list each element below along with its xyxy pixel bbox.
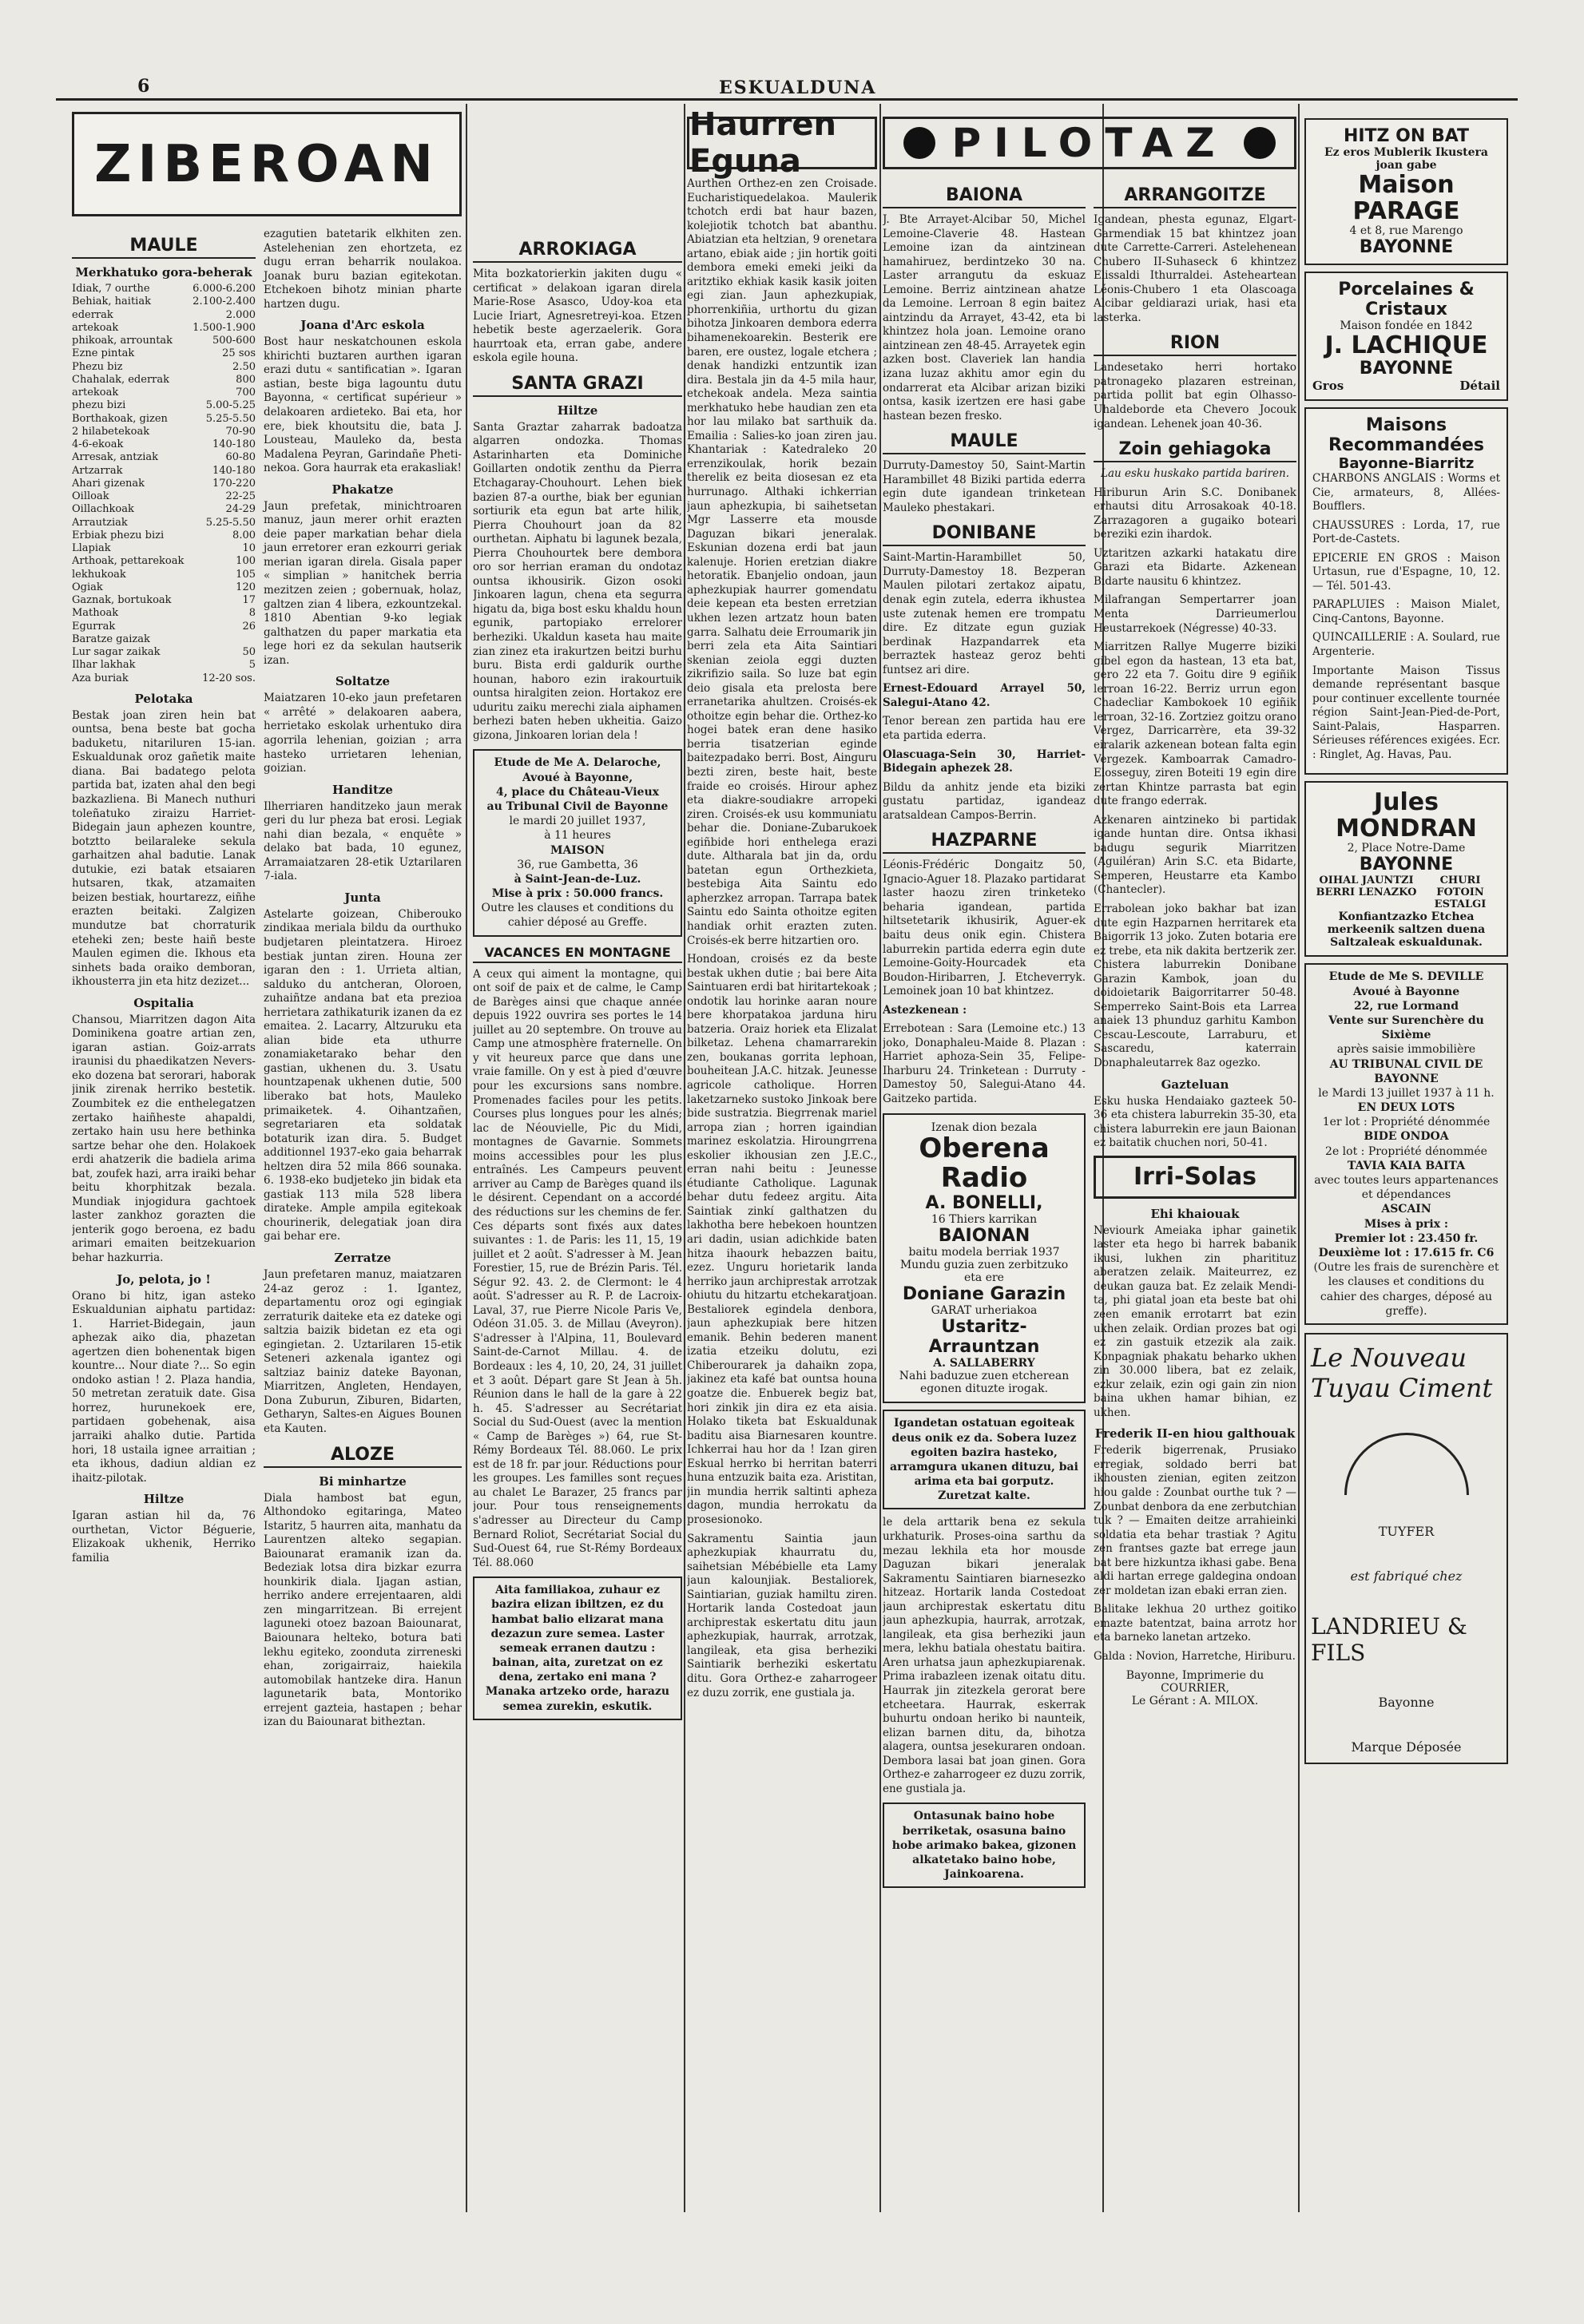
ad-title: Oberena Radio: [919, 1132, 1050, 1194]
zerratze-text: Jaun prefetaren manuz, maiatzaren 24-az geroz : 1. Igantez, departamentu oroz ogi egingiak zerraturik daiteke eta ez dateke ogi saltzia baizik bidetan ez eta ogi egingietan. 2. Uztarilaren 15-etik Seteneri azkenala igantez ogi saltziaz bainiz dateke Bayonan, Miarritzen, Angleten, Hendayen, Dona Zuburun, Ziburen, Bidarten, Getharyn, Saltes-en Aigues Bounen eta Kauten.: [264, 1268, 462, 1436]
column-ads: [1304, 112, 1508, 2204]
price-row: [72, 335, 256, 347]
price-item: phezu bizi: [72, 399, 126, 412]
price-item: Baratze gaizak: [72, 633, 150, 645]
ad-line: A. SALLABERRY: [933, 1357, 1035, 1370]
text3: Miarritzen Rallye Mugerre biziki gibel egon da hastean, 13 eta bat, gero 22 eta 7. Goitu dire 9 egiñik lerroan 16-22. Berriz urrun egon Chadecliar Kambokoek 10 egiñik lerroan, 32-16. Zortziez goitzu orano Vergez, Darricarrère, eta 39-32 eiralarik azkenean botean falta egin Vergezek. Kamboarrak Camadro-Elosseguy, ziren Boteiti 19 egin dire zertan Khintze parrasta bat egin dute frango ederrak.: [1094, 640, 1296, 808]
ad-line: Gros: [1312, 379, 1344, 393]
price-row: [72, 451, 256, 464]
notice-line: ASCAIN: [1381, 1203, 1431, 1216]
price-item: Oilloak: [72, 490, 109, 502]
price-value: 22-25: [225, 490, 256, 502]
price-value: 140-180: [212, 464, 256, 477]
price-row: [72, 374, 256, 387]
price-row: [72, 633, 256, 646]
column-divider: [1298, 104, 1300, 2212]
ad-line: 4 et 8, rue Marengo: [1349, 224, 1463, 237]
price-value: 1.500-1.900: [193, 321, 256, 334]
zoin-heading: Zoin gehiagoka: [1094, 439, 1296, 462]
deville-notice: [1304, 963, 1508, 1325]
maison-item: Importante Maison Tissus demande représentant basque pour continuer excellente tournée région Saint-Jean-Pied-de-Port, Saint-Palais, Hasparren. Sérieuses références exigées. Ecr. : Ringlet, Ag. Havas, Pau.: [1312, 664, 1500, 761]
price-value: 5: [248, 659, 256, 672]
pilotaz-banner: [883, 117, 1296, 169]
price-row: [72, 347, 256, 360]
radio-ad: [883, 1113, 1086, 1404]
maule-pilota-heading: MAULE: [883, 431, 1086, 454]
price-item: Arresak, antziak: [72, 451, 159, 464]
column-divider: [466, 104, 467, 2212]
irri-solas-banner: Irri-Solas: [1094, 1156, 1296, 1199]
santa-grazi-sub: Hiltze: [557, 403, 598, 418]
price-item: Behiak, haitiak: [72, 295, 151, 308]
ad-line: BAYONNE: [1359, 855, 1454, 875]
ad-title: Jules MONDRAN: [1336, 788, 1477, 843]
notice-line: Avoué à Bayonne,: [522, 771, 633, 784]
price-item: Artzarrak: [72, 464, 123, 477]
price-value: 170-220: [212, 477, 256, 490]
price-row: [72, 322, 256, 335]
ad-line: Porcelaines & Cristaux: [1338, 280, 1475, 319]
galda-text: Galda : Novion, Harretche, Hiriburu.: [1094, 1650, 1296, 1664]
price-item: Borthakoak, gizen: [72, 412, 168, 425]
column-divider: [684, 104, 685, 2212]
bi-minhartze-text: Diala hambost bat egun, Althondoko egitaringa, Mateo Istaritz, 5 haurren aita, manhatu da Laurentzen alteko segapian. Baiounarat eramanik izan da. Bedeziak lotsa dira bizkar ezurra hounkirik diala. Ijagan astian, herriko andere errejentaaren, aldi zen mingarritzean. Bi errejent laguneki otoez bazoan Baiounarat, Baiounara helteko, botura bati lekhu egiteko, zoonduta zirreneski ehan, zorigairraiz, haiekila automobilak hantzeke dira. Hanun lagunetarik bata, Montoriko errejent gazteia, hastapen ; behar izan du Baiounarat bitheztan.: [264, 1491, 462, 1729]
sub2: Olascuaga-Sein 30, Harriet-Bidegain aphezek 28.: [883, 748, 1086, 775]
hazparne-heading: HAZPARNE: [883, 831, 1086, 854]
balitake-text: Balitake lekhua 20 urthez goitiko emazte batentzat, baina arrotz hor eta barneko lanetan artzeko.: [1094, 1603, 1296, 1644]
price-item: Lur sagar zaikak: [72, 646, 161, 658]
maison-item: CHARBONS ANGLAIS : Worms et Cie, armateurs, 8, Allées-Boufflers.: [1312, 472, 1500, 514]
price-row: [72, 569, 256, 581]
price-item: Idiak, 7 ourthe: [72, 283, 150, 295]
price-value: 800: [236, 373, 256, 386]
maule-pilota-text: Durruty-Damestoy 50, Saint-Martin Harambillet 48 Biziki partida ederra egin dute igandean trinketean Mauleko phestakari.: [883, 459, 1086, 514]
ad-line: TUYFER: [1378, 1524, 1435, 1540]
sub2-text: Bildu da anhitz jende eta biziki gustatu partidaz, igandeaz aratsaldean Campos-Berrin.: [883, 780, 1086, 822]
arrangoitze-heading: ARRANGOITZE: [1094, 185, 1296, 208]
ziberoan-banner: ZIBEROAN: [72, 112, 462, 216]
price-row: [72, 295, 256, 308]
zoin-text2: Uztaritzen azkarki hatakatu dire Garazi eta Bidarte. Azkenean Bidarte nausitu 6 khintzez.: [1094, 546, 1296, 588]
soltatze-heading: Soltatze: [335, 674, 391, 689]
donibane-text: Saint-Martin-Harambillet 50, Durruty-Damestoy 18. Bezperan Maulen pilotari zertakoz aipatu, denak egin zutela, ederra ikhustea uste zutenak hemen ere trompatu dire. Ez ditzate egun guziak berdinak Hazpandarrek eta berraztek hasteaz geroz behti funtsez ari dire.: [883, 551, 1086, 676]
price-row: [72, 646, 256, 659]
market-heading: Merkhatuko gora-beherak: [75, 265, 252, 280]
frederic-heading: Frederik II-en hiou galthouak: [1094, 1426, 1296, 1442]
notice-line: Mises à prix :: [1364, 1217, 1449, 1231]
price-value: 10: [242, 542, 256, 554]
price-item: artekoak: [72, 321, 119, 334]
price-item: Llapiak: [72, 542, 111, 554]
price-value: 2.50: [232, 360, 256, 373]
joana-text: Bost haur neskatchounen eskola khirichti buztaren aurthen igaran erazi dutu « santificatian ». Igaran astian, beste biga lagountu dutu Bayonna, « certificat supérieur » delakoaren ardieteko. Bai eta, hor ere, biek khoutsitu die, bata J. Lousteau, Mauleko da, besta Madalena Peyran, Garindañe Pheti-nekoa. Gora haurrak eta erakasliak!: [264, 335, 462, 475]
joana-heading: Joana d'Arc eskola: [300, 318, 425, 333]
rion-heading: RION: [1094, 333, 1296, 356]
haurren-text: Aurthen Orthez-en zen Croisade. Eucharistiquedelakoa. Maulerik tchotch erdi bat haur bazen, kolejiotik tchotch bat abanthu. Abiatzian eta heltzian, 9 orenetara artano, ebiak aide ; jin hortik goiti dembora emeki emeki jeiki da aritztiko ekhiak kasik kasik joiten egi zian. Jaun aphezkupiak, phorrenkiñia, urthortu du gizan bihotza Jinkoaren dembora ederra bihamenekoarekin. Besterik ere baren, ere oustez, logale etchera ; denak handizki entzuntik izan dira. Bestala jin da 4-5 mila haur, etchekoak andela. Meza saintia merkhatuko hebe haudian zen eta hor lau milako bat sarthuik da. Emailia : Salies-ko joan ziren jau. Khantariak : Katedraleko 20 errenzikoulak, horik bezain therelik ez beita diosesan ez eta hurrunago. Althaki ichkerrian jaun aphezkupia, bi saihetsetan Mgr Lasserre eta mousde Daguzan bikari jeneralak. Eskunian dozena erdi bat jaun kalenuje. Horien eretzian diakre hetoratik. Ebanjelio ondoan, jaun aphezkupiak haurrer gomendatu deie kepean eta besten erretzian ukhen lezen artzatz houn baten garra. Salhatu deie Erroumarik jin berri zela eta Aita Saintiari skenian zeiola eggi duzten zikrifizio saila. So luze bat egin deio gisala eta prelosta bere erranetarika ahultzen. Croisés-ek othoitze egin behar die. Orthez-ko hogei batek eran dene hasiko berria tisatzerian eginde baitezpadako berri. Bost, Ainguru bezti ziren, beste hait, beste fraide eo croisés. Hirour aphez eta diakre-soudiakre arropeki ziren. Croisés-ek usu kommuniatu behar die. Doniane-Zubarukoek egiñbide hori enthelega erazi dute. Altharala bat jin da, ordu batetan egun Orthezkieta, bestebiga Aita Saintu edo apherzkez arropan. Tarrapa batek Saintu edo Sainta othoitze egiten handiak orhit erazten zuten. Croisés-ek berre hitzartien oro.: [687, 177, 877, 947]
price-row: [72, 594, 256, 607]
lachique-ad: [1304, 272, 1508, 401]
price-item: phikoak, arrountak: [72, 335, 173, 347]
notice-line: après saisie immobilière: [1336, 1043, 1476, 1057]
price-value: 26: [242, 620, 256, 633]
price-item: Oillachkoak: [72, 503, 134, 516]
hiltze-text: Igaran astian hil da, 76 ourthetan, Victor Béguerie, Elizakoak ukhenik, Herriko familia: [72, 1509, 256, 1565]
price-row: [72, 529, 256, 542]
price-value: 120: [236, 581, 256, 593]
price-item: Ahari gizenak: [72, 477, 145, 490]
notice-line: BIDE ONDOA: [1364, 1130, 1449, 1144]
price-value: 24-29: [225, 503, 256, 516]
santa-grazi-heading: SANTA GRAZI: [473, 374, 682, 397]
arrokiaga-text: Mita bozkatorierkin jakiten dugu « certificat » delakoan igaran direla Marie-Rose Asasco, Udoy-koa eta Lucie Iriart, Agnesretreyi-koa. Etzen hebetik beste agerzaelerik. Gora haurrtoak eta, erran gabe, andere eskola egile houna.: [473, 268, 682, 365]
notice-line: (Outre les frais de surenchère et les clauses et conditions du cahier des charges, déposé au greffe).: [1313, 1261, 1499, 1318]
gazteluan-heading: Gazteluan: [1161, 1077, 1229, 1092]
baiona-heading: BAIONA: [883, 185, 1086, 208]
column-haurren-eguna: [687, 112, 877, 2204]
gerant-line: Le Gérant : A. MILOX.: [1131, 1694, 1259, 1707]
notice-line: AU TRIBUNAL CIVIL DE BAYONNE: [1329, 1057, 1483, 1085]
price-value: 8: [248, 607, 256, 620]
notice-line: le Mardi 13 juillet 1937 à 11 h.: [1318, 1086, 1495, 1100]
vacances-heading: VACANCES EN MONTAGNE: [473, 945, 682, 963]
notice-line: Etude de Me S. DEVILLE: [1328, 970, 1484, 984]
price-item: Arrautziak: [72, 516, 128, 529]
price-value: 6.000-6.200: [193, 283, 256, 295]
price-row: [72, 283, 256, 295]
ad-line: Détail: [1459, 379, 1500, 393]
pelotaka-heading: Pelotaka: [134, 691, 193, 706]
column-divider: [879, 104, 881, 2212]
pelota-icon: [903, 127, 935, 159]
price-item: Ezne pintak: [72, 347, 135, 360]
price-row: [72, 309, 256, 322]
handitze-heading: Handitze: [332, 782, 393, 797]
ad-line: A. BONELLI,: [925, 1193, 1043, 1214]
price-row: [72, 438, 256, 451]
ad-line: Marque Déposée: [1351, 1739, 1462, 1755]
astezkenean-text: Errebotean : Sara (Lemoine etc.) 13 joko, Donaphaleu-Maide 8. Plazan : Harriet aphoza-Sein 35, Felipe-Iharburu 24. Trinketean : Durruty - Damestoy 50, Salegui-Atano 44. Gaitzeko partida.: [883, 1022, 1086, 1105]
donibane-heading: DONIBANE: [883, 523, 1086, 546]
price-value: 100: [236, 555, 256, 568]
errabolean-text: Errabolean joko bakhar bat izan dute egin Hazparnen herritarek eta Baigorrik 13 joko. Zuten botaria ere ez trebe, eta nik dakita bertzerik zer. Chistera laburrekin Donibane Garazin Kambok, joan du doidoietarik Baigorritarrer 50-48. Semperreko Saint-Bois eta Larrea anaiek 13 phunduz garhitu Kambon Cescau-Lescoute, Larraburu, et Sascaredu, katerrain Donaphaleutarrek 8az ogezko.: [1094, 902, 1296, 1069]
price-item: Ogiak: [72, 581, 103, 593]
gazteluan-text: Esku huska Hendaiako gazteek 50-36 eta chistera laburrekin 35-30, eta chistera laburrekin ere jaun Baionan ez baitatik chuchen nori, 50-41.: [1094, 1094, 1296, 1150]
bi-minhartze-heading: Bi minhartze: [319, 1473, 407, 1489]
column-arrokiaga: [473, 232, 682, 2324]
ad-title: Maison PARAGE: [1352, 171, 1460, 225]
rion-text: Landesetako herri hortako patronageko plazaren estreinan, partida pollit bat egin Olhasso-Uhaldeborde eta Chevero Jocouk igandean. Lehenek joan 40-36.: [1094, 361, 1296, 430]
intro-text: ezagutien batetarik elkhiten zen. Astelehenian zen ehortzeta, ez dugu erran beharrik noulakoa. Joanak buru bazian egitekotan. Etchekoen bihotz minian pharte hartzen dugu.: [264, 228, 462, 311]
printer-line: Bayonne, Imprimerie du COURRIER,: [1125, 1668, 1264, 1695]
notice-line: MAISON: [550, 843, 605, 857]
tuyau-ciment-ad: [1304, 1333, 1508, 1764]
price-value: 60-80: [225, 451, 256, 464]
paper-name: ESKUALDUNA: [719, 77, 877, 98]
ospitalia-text: Chansou, Miarritzen dagon Aita Dominikena goatre artian zen, igaran astian. Goiz-arrats iraunisi du phaedikatzen Nevers-eko dozena bat serorari, haborak jinik zirenak herriko bestetik. Zoumbitek ez die enthelegatzen zertako haiñheste ahapaldi, zertako hain usu here bethinka sartze behar ohe den. Holakoek erdi ahatzerik die badiela arima bat, zoufek hazi, arra iraiki behar beitu khorphitzak bezala. Mundiak injogidura gachtoek laster zankhoz gorazten die jenterik gogo beroena, ez badu arimari emaiten beitzekuarion behar hazkurria.: [72, 1013, 256, 1264]
ad-line: est fabriqué chez: [1350, 1568, 1463, 1584]
aloze-heading: ALOZE: [264, 1445, 462, 1468]
haurren-more-text2: Sakramentu Saintia jaun aphezkupiak khaurratu du, saihetsian Mébébielle eta Lamy jaun kalounjiak. Bestaliorek, Saintiarian, guziak hamiltu ziren. Hortarik landa Costedoat jaun archiprestak eskertatu ditu jaun aphezkupiak, haurrak, arrotzak, langileak, eta gisa berheziki Saintiarik berheziki eskertatu ditu. Gora Orthez-e zaharrogeer ez duzu zorrik, ene gustiala ja.: [687, 1532, 877, 1699]
notice-line: Premier lot : 23.450 fr.: [1334, 1231, 1479, 1245]
ad-line: Maison fondée en 1842: [1340, 319, 1473, 332]
phakatze-text: Jaun prefetak, minichtroaren manuz, jaun merer orhit erazten deie paper markatian behar diela jaun erretorer eran ezkourri geriak merian igaran direla. Gisala paper « simplian » hanitchek berria mezitzen zeien ; gobernuak, holaz, galtzen zian 4 libera, ezkountzekal. 1810 Abentian 9-ko legiak galthatzen du paper markatia eta lege hori ez da sekulan hautserik izan.: [264, 499, 462, 667]
pelotaka-text: Bestak joan ziren hein bat ountsa, bena beste bat gocha baduketu, nitariluren 15-ian. Eskualdunak oroz gañetik maite diana. Bai badatego pelota partida bat, izaten ahal den begi bazkazliena. Bi Manech nuthuri toleñatuko ziraizu Harriet-Bidegain jaun aphezen kountre, botztto beilaraleke sekula garhaitzen ahal badutie. Lanak dutukie, ezi batak etsaiaren hutsaren, tkak, atzamaiten beizen bestiak, hourtarezz, eiñhe erazten beitaki. Zalgizen mundutze bat chorraturik eteheki zen; beste haiñ beste Maulen egimen die. Ikhous eta sinhets bada oraiko demboran, ikhousterra jin eta hitz dezizet...: [72, 708, 256, 989]
price-value: 17: [242, 594, 256, 606]
ad-line: BAIONAN: [938, 1226, 1030, 1247]
price-value: 500-600: [212, 335, 256, 347]
price-value: 70-90: [225, 425, 256, 438]
parage-ad: [1304, 118, 1508, 265]
ad-line: BAYONNE: [1359, 359, 1454, 379]
notice-line: le mardi 20 juillet 1937,: [509, 815, 646, 828]
notice-line: Avoué à Bayonne: [1352, 985, 1460, 998]
arrokiaga-heading: ARROKIAGA: [473, 240, 682, 263]
pelota-icon: [1244, 127, 1276, 159]
haurren-eguna-banner: Haurren Eguna: [687, 117, 877, 169]
notice-line: 4, place du Château-Vieux: [496, 785, 659, 799]
ad-line: OIHAL JAUNTZI BERRI LENAZKO: [1316, 874, 1417, 899]
pilotaz-title: PILOTAZ: [951, 120, 1228, 166]
price-value: 12-20 sos.: [202, 672, 256, 684]
price-item: Erbiak phezu bizi: [72, 529, 165, 541]
ontasunak-notice: Ontasunak baino hobe berriketak, osasuna baino hobe arimako bakea, gizonen alkatetako baino hobe, Jainkoarena.: [883, 1802, 1086, 1888]
price-value: 105: [236, 568, 256, 581]
ad-line: Nahi baduzue zuen etcherean egonen dituzte irogak.: [899, 1370, 1070, 1396]
price-item: Chahalak, ederrak: [72, 373, 170, 386]
maison-item: EPICERIE EN GROS : Maison Urtasun, rue d'Espagne, 10, 12. — Tél. 501-43.: [1312, 551, 1500, 593]
ehi-heading: Ehi khaiouak: [1150, 1206, 1240, 1221]
price-row: [72, 399, 256, 412]
jo-pelota-text: Orano bi hitz, igan asteko Eskualdunian aiphatu partidaz: 1. Harriet-Bidegain, jaun aphezak aiko dia, phazetan agertzen dien bohenentak bigen kountre... Nour diate ?... So egin ondoko astian ! 2. Plaza handia, 50 metretan zeratuik date. Gisa horrez, hurunekoek ere, partidaen gobehenak, aisa jarraiki ahalko dutie. Partida hori, 18 ustaila ignee arraitian ; eta ikhous, dadiun aldian ez ihaitz-pilotak.: [72, 1289, 256, 1485]
ad-line: Bayonne: [1378, 1695, 1435, 1711]
ad-line: Mundu guzia zuen zerbitzuko eta ere: [899, 1259, 1069, 1285]
arrangoitze-text: Igandean, phesta egunaz, Elgart-Garmendiak 15 bat khintzez joan dute Carrette-Carreri. Astelehenean Chubero II-Suhaseck 6 khintzez Elissaldi Ithurraldei. Asteheartean Léonis-Chubero 1 eta Olascoaga Alcibar geldiarazi uriak, hasi eta lasterka.: [1094, 213, 1296, 324]
maison-item: PARAPLUIES : Maison Mialet, Cinq-Cantons, Bayonne.: [1312, 598, 1500, 625]
price-item: Arthoak, pettarekoak: [72, 555, 185, 568]
baiona-text: J. Bte Arrayet-Alcibar 50, Michel Lemoine-Claverie 48. Hastean Lemoine izan da aintzinean hamahiruez, berdintzeko 30 na. Laster arrangutu da eskuaz Lemoine. Berriz aintzinean ahatze da Lemoine. Lerroan 8 egin baitez aintzindu da Arrayet, 43-42, eta bi khintzez hola joan. Lemoine orano aintzinean zen 48-45. Arrayetek egin azken bost. Claveriek lan handia izana luzaz akhitu amor egin du ondarrerat eta Alcibar arizan biziki ontsa, kasik izertzen ere hasi gabe hastean bezen fresko.: [883, 213, 1086, 422]
notice-line: Deuxième lot : 17.615 fr. C6: [1318, 1246, 1495, 1259]
ad-title: Le Nouveau Tuyau Ciment: [1311, 1342, 1493, 1403]
price-value: 5.00-5.25: [205, 399, 256, 412]
santa-grazi-text: Santa Graztar zaharrak badoatza algarren ondozka. Thomas Astarinharten eta Dominiche Goillarten ondotik zenthu da Pierra Etchagaray-Chouhourt. Lehen biek bazien 87-a ourthe, biak ber egunian sortiurik eta egun bat arte hilik, Pierra Chouhourt joan da 82 ourthetan. Aiphatu bi lagunek bezala, Pierra Chouhourtek bere dembora oro sor herrian eraman du ondotaz ountsa ikhousirik. Gizon osoki Jinkoaren lagun, chena eta segurra higatu da, biga bost esku khaldu houn egunik, partopiako errelorer berheziki. Ukaldun kaseta hau maite zian zinez eta irakurtzen beitzi burhu buru. Bista erdi galdurik ourthe hounan, haboro ezin irakourtuik ountsa hiralgiten zeion. Hortakoz ere uduritu zaiku merechi ziala aiphamen berhezi baten heben ukheitia. Gaizo gizona, Jinkoaren lorian dela !: [473, 420, 682, 742]
column-pilotaz: [883, 112, 1296, 1894]
junta-text: Astelarte goizean, Chiberouko zindikaa meriala bildu da ourthuko budjetaren pleintatzera. Hiroez bestiak juntan ziren. Houna zer igaran den : 1. Urrieta altian, salduko du antcheran, Oloroen, zuhaiñtze andana bat eta prezioa herrietara zathikaturik izanen da ez emaitea. 2. Lacarry, Altzuruku eta alian bide eta uthurre zonamiaketarako behar den gastian, ukhenen du. 3. Usatu hountzapenak ukhenen dutie, 500 liberako bat hots, Mauleko primaiketek. 4. Oihantzañen, segretariaren eta soldatak botaturik izan dira. 5. Budget additionnel 1937-eko gaia beharrak heltzen dira 52 mila 866 sounaka. 6. 1938-eko budjeteko jin bidak eta gastiak 113 mila 528 libera dirateke. Ample ampila egitekoak chourinerik, delegatiak joan dira gai behar ere.: [264, 907, 462, 1243]
price-value: 140-180: [212, 438, 256, 450]
ad-title: Maisons Recommandées: [1328, 415, 1485, 455]
bottom-text: le dela arttarik bena ez sekula urkhaturik. Proses-oina sarthu da mezau lekhila eta hor mousde Daguzan bikari jeneralak Sakramentu Saintiaren biarnesezko hitzeaz. Hortarik landa Costedoat jaun archiprestak eskertatu ditu jaun aphezkupia, haurrak, arrotzak, langileak, eta gisa berheziki jaun mera, lekhu batiala ohestatu baitira. Aren urhatsa jaun aphezkupiarenak. Prima irabazleen izenak oitatu ditu. Haurrak jin zitezkela gerorat bere etcheetara. Haurrak, eskerrak buhurtu ondoan heriko bi naunteik, elizan barnen ditu, da, bihotza alagera, ountsa jesekuraren ondoan. Dembora lasai bat joan ginen. Gora Orthez-e zaharrogeer ez duzu zorrik, ene gustiala ja.: [883, 1516, 1086, 1795]
price-item: Mathoak: [72, 607, 119, 620]
price-item: Gaznak, bortukoak: [72, 594, 172, 606]
handitze-text: Ilherriaren handitzeko jaun merak geri du lur pheza bat erosi. Legiak nahi dian bezala, « enquête » delako bat bada, 10 egunez, Arramaiatzaren 28-etik Uztarilaren 7-iala.: [264, 799, 462, 883]
maule-heading: MAULE: [72, 236, 256, 259]
notice-line: au Tribunal Civil de Bayonne: [486, 799, 669, 813]
aita-notice: Aita familiakoa, zuhaur ez bazira elizan ibiltzen, ez du hambat balio elizarat mana dezazun zure semea. Laster semeak erranen dautzu : bainan, aita, zuretzat on ez dena, zertako eni mana ? Manaka artzeko orde, harazu semea zurekin, eskutik.: [473, 1576, 682, 1720]
sub1-text: Tenor berean zen partida hau ere eta partida ederra.: [883, 715, 1086, 742]
phakatze-heading: Phakatze: [331, 482, 394, 497]
price-item: Egurrak: [72, 620, 116, 633]
price-row: [72, 490, 256, 503]
junta-heading: Junta: [344, 890, 381, 905]
hiltze-heading: Hiltze: [143, 1492, 185, 1507]
price-row: [72, 607, 256, 620]
price-item: ederrak: [72, 308, 113, 321]
zoin-sub: Lau esku huskako partida bariren.: [1101, 467, 1289, 481]
maisons-list: [1312, 472, 1500, 762]
ad-line: HITZ ON BAT: [1343, 126, 1470, 146]
price-row: [72, 542, 256, 555]
notice-line: à 11 heures: [544, 829, 611, 843]
milafrangan-text: Milafrangan Sempertarrer joan Menta Darrieumerlou Heustarrekoek (Négresse) 40-33.: [1094, 593, 1296, 635]
maison-item: QUINCAILLERIE : A. Soulard, rue Argenterie.: [1312, 631, 1500, 659]
price-item: lekhukoak: [72, 568, 126, 581]
notice-line: avec toutes leurs appartenances et dépendances: [1314, 1174, 1499, 1202]
price-value: 5.25-5.50: [205, 412, 256, 425]
price-value: 2.000: [225, 308, 256, 321]
price-item: artekoak: [72, 387, 119, 399]
notice-line: Etude de Me A. Delaroche,: [494, 756, 661, 770]
notice-line: à Saint-Jean-de-Luz.: [514, 872, 641, 886]
ad-line: Bayonne-Biarritz: [1338, 455, 1475, 472]
price-value: 2.100-2.400: [193, 295, 256, 308]
notice-line: Vente sur Surenchère du Sixième: [1328, 1013, 1484, 1042]
ad-line: GARAT urheriakoa: [931, 1304, 1038, 1318]
soltatze-text: Maiatzaren 10-eko jaun prefetaren « arrêté » delakoaren aabera, herrietako eskolak urhentuko dira agorrila lehenian, goizian ; arra hasteko urrietaren lehenian, goizian.: [264, 692, 462, 775]
price-item: Ilhar lakhak: [72, 659, 136, 672]
masthead: [0, 76, 1584, 108]
page-number: 6: [137, 76, 150, 97]
sub1: Ernest-Edouard Arrayel 50, Salegui-Atano 42.: [883, 682, 1086, 709]
top-rule: [56, 98, 1518, 101]
ad-line: Ez eros Mublerik Ikustera joan gabe: [1324, 146, 1488, 172]
price-row: [72, 478, 256, 490]
price-item: Phezu biz: [72, 360, 123, 373]
price-row: [72, 426, 256, 438]
vacances-text: A ceux qui aiment la montagne, qui ont soif de paix et de calme, le Camp de Barèges ainsi que chaque année depuis 1922 ouvrira ses portes le 14 juillet au 20 septembre. On trouve au Camp une atmosphère fraternelle. On y vit heureux parce que dans une vraie famille. On y est à pied d'œuvre pour les excursions sans nombre. Promenades faciles pour les petits. Courses plus longues pour les alnés; lac de Néouvielle, Pic du Midi, montagnes de Gavarnie. Sommets moins accessibles pour les plus entraînés. Les Campeurs peuvent arriver au Camp de Barèges quand ils le désirent. Cependant on a accordé des réductions sur les chemins de fer. Ces départs sont fixés aux dates suivantes : 1. de Paris: les 11, 15, 19 juillet et 2 août. S'adresser à M. Jean Forestier, 15, rue de Brézin Paris. Tél. Ségur 92. 43. 2. de Clermont: le 4 août. S'adresser au R. P. de Lacroix-Laval, 37, rue Pierre Nicole Paris Ve, Odéon 31.05. 3. de Millau (Aveyron). S'adresser à l'Alpina, 11, Boulevard Saint-de-Carnot Millau. 4. de Bordeaux : les 4, 10, 20, 24, 31 juillet et 3 août. Départ gare St Jean à 5h. Réunion dans le hall de la gare à 22 h. 45. S'adresser au Secrétariat Social du Sud-Ouest (avec la mention « Camp de Barèges ») 64, rue St-Rémy Bordeaux Tél. 88.060. Le prix est de 18 fr. par jour. Réductions pour les groupes. Les familles sont reçues au chalet Le Barazer, 25 francs par jour. Pour tous renseignements s'adresser au Directeur du Camp Bernard Roliot, Secrétariat Social du Sud-Ouest 64, rue St-Rémy Bordeaux Tél. 88.060: [473, 967, 682, 1569]
ad-line: baitu modela berriak 1937: [908, 1246, 1060, 1259]
text4: Azkenaren aintzineko bi partidak igande huntan dire. Ontsa ikhasi badugu segurik Miarritzen (Aguiléran) Arin S.C. eta Bidarte, Semperen, Heustarre eta Kambo (Chantecler).: [1094, 813, 1296, 897]
ad-line: CHURI FOTOIN ESTALGI: [1434, 874, 1487, 911]
notice-line: EN DEUX LOTS: [1357, 1101, 1455, 1115]
notice-line: Mise à prix : 50.000 francs.: [491, 887, 664, 901]
ad-line: Doniane Garazin: [902, 1284, 1066, 1305]
price-row: [72, 387, 256, 399]
price-row: [72, 581, 256, 594]
price-item: 4-6-ekoak: [72, 438, 124, 450]
price-value: 700: [236, 387, 256, 399]
zoin-text: Hiriburun Arin S.C. Donibanek erhautsi ditu Arrosakoak 40-18. Zarrazagoren a gugaiko boteari bereziki ezin ihardok.: [1094, 486, 1296, 541]
jo-pelota-heading: Jo, pelota, jo !: [117, 1271, 211, 1287]
maisons-ad: [1304, 407, 1508, 775]
notice-line: TAVIA KAIA BAITA: [1347, 1159, 1466, 1172]
ad-line: 2, Place Notre-Dame: [1347, 842, 1466, 855]
notice-line: Outre les clauses et conditions du cahier déposé au Greffe.: [481, 902, 674, 930]
maison-item: CHAUSSURES : Lorda, 17, rue Port-de-Castets.: [1312, 518, 1500, 546]
delaroche-notice: [473, 749, 682, 936]
notice-line: 22, rue Lormand: [1354, 999, 1459, 1013]
ad-line: Ustaritz-Arrauntzan: [928, 1317, 1040, 1358]
zerratze-heading: Zerratze: [334, 1251, 391, 1265]
price-value: 25 sos: [222, 347, 256, 360]
price-item: Aza buriak: [72, 672, 129, 684]
ad-line: BAYONNE: [1359, 237, 1454, 257]
astezkenean-heading: Astezkenean :: [883, 1003, 967, 1017]
sun-logo-icon: [1344, 1433, 1469, 1495]
price-value: 50: [242, 646, 256, 658]
price-item: 2 hilabetekoak: [72, 425, 150, 438]
price-row: [72, 517, 256, 529]
frederic-text: Frederik bigerrenak, Prusiako erregiak, soldado berri bat ikhousten zienian, egiten zeitzon hiou galde : Zounbat ourthe tuk ? — Zounbat denbora da ene zerbutchian tuk ? — Emaiten deitze arrahieinki soldatia eta behar trastiak ? Agitu zen frantses gazte bat errege jaun bat bere hizkuntza ikhasi gabe. Bena aldi hartan errege galdegina ondoan zer moldetan izan ebaki erran zien.: [1094, 1444, 1296, 1597]
notice-line: 1er lot : Propriété dénommée: [1322, 1116, 1491, 1129]
ad-title: LANDRIEU & FILS: [1311, 1612, 1467, 1666]
ospitalia-heading: Ospitalia: [133, 995, 194, 1010]
ad-line: 16 Thiers karrikan: [931, 1213, 1038, 1227]
ad-line: Konfiantzazko Etchea merkeenik saltzen duena Saltzaleak eskualdunak.: [1327, 910, 1486, 950]
price-row: [72, 621, 256, 633]
notice-line: 2e lot : Propriété dénommée: [1325, 1144, 1487, 1158]
price-row: [72, 465, 256, 478]
price-row: [72, 659, 256, 672]
price-list: [72, 283, 256, 685]
ad-title: J. LACHIQUE: [1324, 331, 1488, 359]
column-ziberoan: [72, 112, 462, 2204]
ehi-text: Neviourk Ameiaka iphar gainetik laster eta hego bi harrek babanik ikusi, lukhen zin pharitituz aberatzen zelaik. Maiteurrez, ez deukan gauza bat. Ez zelaik Mendi-ta, phi giatal joan eta beste bat ohi zeen emanik errotarrt bat ezin ukhen zelaik. Ordian prozes bat ogi ez zin gastuik etzezik ala zaik. Konpagniak phakatu beharko ukhen zin 30.000 libera, bat ez zelaik, ezkur zelaik, ezin ogi gain zin nion baina ukhen hamar bihian, ez ukhen.: [1094, 1223, 1296, 1419]
price-row: [72, 413, 256, 426]
price-row: [72, 555, 256, 568]
price-row: [72, 672, 256, 685]
mondran-ad: [1304, 781, 1508, 957]
hazparne-text: Léonis-Frédéric Dongaitz 50, Ignacio-Aguer 18. Plazako partidarat laster haozu ziren trinketeko beharia igandean, partida hiltsetetarik ikhusirik, Aguer-ek baitu deus onik egin. Chistera laburrekin partida ederra egin dute Lemoine-Goity-Hourcadek eta Boudon-Hiribarren, J. Etcheverryk. Lemoinek joan 10 bat khintzez.: [883, 859, 1086, 998]
price-row: [72, 361, 256, 374]
igandetan-notice: Igandetan ostatuan egoiteak deus onik ez da. Sobera luzez egoiten bazira hasteko, arramgura ukanen dituzu, bai arima eta bai gorputz. Zuretzat kalte.: [883, 1410, 1086, 1509]
notice-line: 36, rue Gambetta, 36: [517, 858, 638, 871]
haurren-more-text: Hondoan, croisés ez da beste bestak ukhen dutie ; bai bere Aita Saintuaren erdi bat hiritartekoak ; ondotik lau horinke aaran noure bere khorpatakoa jarduna hiru batzeria. Oraiz horiek eta Elizalat bilketaz. Lehena chamarrarekin zen, boukanas gorrita lephoan, bouheitean J.A.C. hitzak. Jeunesse agricole catholique. Horren laketzarneko sustoko Jinkoak bere bide sustratzia. Biegrrenak mariel arropa zian ; horren igaindian marinez eskolatzia. Hiroungrrena eskolier ikhousian zen J.E.C., erran nahi beitu : Jeunesse étudiante Catholique. Lagunak behar dutu fedeez argitu. Aita Saintiak zinkí galthatzen du lakhotha bere hebekoen hountzen ari dadin, usian adichkide baten hitza ihaourk hebazzen baitu, ezez. Unguru horietarik landa herriko jaun archiprestak arrotzak ohiutu du hitzartu etchekaratjoan. Bestaliorek egindela denbora, jaun aphezkupiak bere hitzen emanik. Behin bederen manent izatia etzeiku dolutu, ezi Chiberourarek ja dahaikn zopa, jakinez eta kafé bat ountsa houna goatze die. Enbuerek begiz bat, hori zinkik jin dira ez eta aisia. Holako tiketa bat Eskualdunak baditu aisa Biarnesaren kountre. Ichkerrai hau hor da ! Izan giren Eskual herrko bi herritan baterri huna entzuzik baita eza. Aristitan, jin mundia herrik saltinti apheza dagon, mundia herrokatu da prosesionoko.: [687, 953, 877, 1526]
price-value: 8.00: [232, 529, 256, 541]
ad-line: Izenak dion bezala: [931, 1120, 1038, 1134]
price-row: [72, 503, 256, 516]
price-value: 5.25-5.50: [205, 516, 256, 529]
